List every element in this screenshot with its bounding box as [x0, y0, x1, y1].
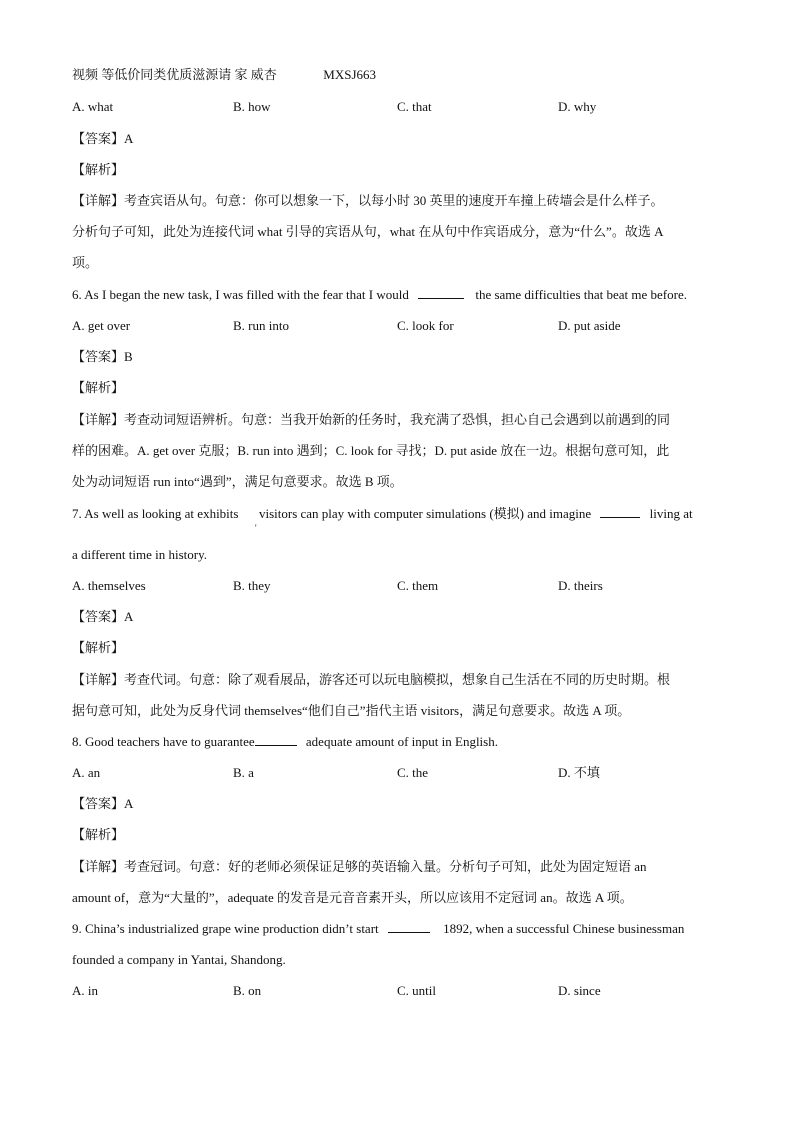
q9-stem	[72, 920, 684, 938]
q8-option-a[interactable]: A. an	[72, 765, 101, 780]
q8-stem-part: adequate amount of input in English.	[305, 734, 498, 749]
q8-option-d[interactable]: D. 不填	[558, 765, 600, 780]
q7-stem-continued: a different time in history.	[72, 547, 208, 562]
q5-option-a[interactable]: A. what	[72, 99, 114, 114]
q6-option-b[interactable]: B. run into	[233, 318, 289, 333]
q8-analysis-label: 【解析】	[72, 827, 125, 842]
q5-detail-line: 【详解】考查宾语从句。句意：你可以想象一下，以每小时 30 英里的速度开车撞上砖墙会是什么样子。	[72, 193, 664, 208]
answer-blank	[600, 505, 640, 518]
header-text	[72, 66, 376, 84]
q8-stem-part: 8. Good teachers have to guarantee	[72, 734, 255, 749]
header-code: MXSJ663	[323, 67, 377, 82]
q9-stem-part: 1892, when a successful Chinese businessman	[443, 921, 685, 936]
q8-detail-line: amount of，意为“大量的”，adequate 的发音是元音音素开头，所以应该用不定冠词 an。故选 A 项。	[72, 890, 633, 905]
q8-stem	[72, 733, 498, 751]
q9-stem-continued: founded a company in Yantai, Shandong.	[72, 952, 286, 967]
q6-stem-part: 6. As I began the new task, I was filled with the fear that I would	[72, 287, 409, 302]
header-left: 视频 等低价同类优质滋源请 家 威杏	[72, 67, 277, 82]
q7-analysis-label: 【解析】	[72, 640, 125, 655]
q6-option-d[interactable]: D. put aside	[558, 318, 621, 333]
answer-blank	[388, 920, 430, 933]
q9-option-a[interactable]: A. in	[72, 983, 98, 998]
q8-answer: 【答案】A	[72, 796, 134, 811]
q7-detail-line: 据句意可知，此处为反身代词 themselves“他们自己”指代主语 visitors，满足句意要求。故选 A 项。	[72, 703, 631, 718]
answer-blank	[418, 286, 464, 299]
q7-option-a[interactable]: A. themselves	[72, 578, 146, 593]
q6-answer: 【答案】B	[72, 349, 133, 364]
q5-detail-line: 分析句子可知，此处为连接代词 what 引导的宾语从句，what 在从句中作宾语成分，意为“什么”。故选 A	[72, 224, 664, 239]
q8-option-c[interactable]: C. the	[397, 765, 429, 780]
q5-option-c[interactable]: C. that	[397, 99, 432, 114]
answer-blank	[255, 733, 297, 746]
q7-detail-line: 【详解】考查代词。句意：除了观看展品，游客还可以玩电脑模拟，想象自己生活在不同的历史时期。根	[72, 672, 671, 687]
stray-mark: '	[255, 523, 257, 533]
q6-stem	[72, 286, 687, 304]
q8-option-b[interactable]: B. a	[233, 765, 254, 780]
q7-answer: 【答案】A	[72, 609, 134, 624]
q9-stem-part: 9. China’s industrialized grape wine production didn’t start	[72, 921, 379, 936]
q8-detail-line: 【详解】考查冠词。句意：好的老师必须保证足够的英语输入量。分析句子可知，此处为固定短语 an	[72, 859, 647, 874]
q7-option-d[interactable]: D. theirs	[558, 578, 603, 593]
q6-analysis-label: 【解析】	[72, 380, 125, 395]
q5-answer: 【答案】A	[72, 131, 134, 146]
q9-option-d[interactable]: D. since	[558, 983, 601, 998]
q6-option-a[interactable]: A. get over	[72, 318, 131, 333]
q5-detail-line: 项。	[72, 255, 99, 270]
q6-stem-part: the same difficulties that beat me before.	[475, 287, 687, 302]
q6-detail-line: 处为动词短语 run into“遇到”，满足句意要求。故选 B 项。	[72, 474, 403, 489]
q7-option-b[interactable]: B. they	[233, 578, 271, 593]
q7-stem-part: living at	[649, 506, 693, 521]
q7-option-c[interactable]: C. them	[397, 578, 439, 593]
q6-detail-line: 样的困难。A. get over 克服；B. run into 遇到；C. look for 寻找；D. put aside 放在一边。根据句意可知，此	[72, 443, 670, 458]
q6-option-c[interactable]: C. look for	[397, 318, 454, 333]
q5-analysis-label: 【解析】	[72, 162, 125, 177]
q9-option-c[interactable]: C. until	[397, 983, 437, 998]
q7-stem	[72, 505, 693, 523]
q7-stem-part: visitors can play with computer simulations (模拟) and imagine	[258, 506, 592, 521]
q5-option-d[interactable]: D. why	[558, 99, 597, 114]
q9-option-b[interactable]: B. on	[233, 983, 262, 998]
q6-detail-line: 【详解】考查动词短语辨析。句意：当我开始新的任务时，我充满了恐惧，担心自己会遇到以前遇到的同	[72, 412, 671, 427]
q7-stem-part: 7. As well as looking at exhibits	[72, 506, 239, 521]
q5-option-b[interactable]: B. how	[233, 99, 271, 114]
